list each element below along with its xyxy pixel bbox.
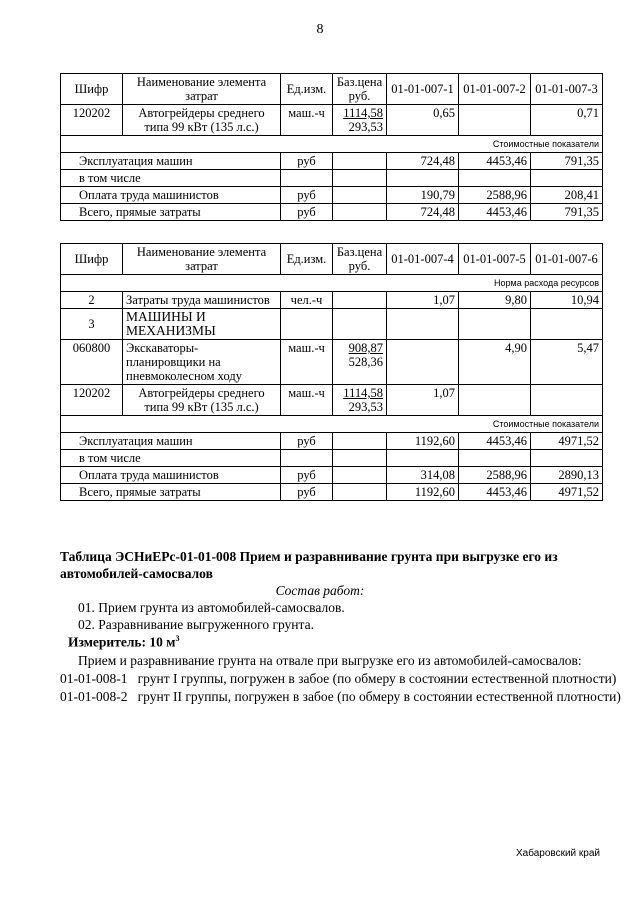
total-unit: руб	[281, 484, 333, 501]
total-label: Всего, прямые затраты	[61, 484, 281, 501]
row-price	[333, 105, 387, 136]
cost-indicators-label: Стоимостные показатели	[61, 136, 603, 153]
grader-v1: 1,07	[387, 385, 459, 416]
price-bottom: 293,53	[348, 400, 383, 414]
labor-unit: чел.-ч	[281, 292, 333, 309]
wages-label: Оплата труда машинистов	[61, 187, 281, 204]
exploit-row	[61, 433, 603, 450]
resource-table-1	[60, 73, 603, 221]
total-v2: 4453,46	[459, 484, 531, 501]
wages-v3: 208,41	[531, 187, 603, 204]
labor-v1: 1,07	[387, 292, 459, 309]
wages-row	[61, 467, 603, 484]
excavator-unit: маш.-ч	[281, 340, 333, 385]
total-v1: 724,48	[387, 204, 459, 221]
table-row	[61, 385, 603, 416]
cost-indicators-label: Стоимостные показатели	[61, 416, 603, 433]
exploit-v3: 4971,52	[531, 433, 603, 450]
cost-indicators-row	[61, 416, 603, 433]
measure-label: Измеритель: 10 $м^3$	[68, 634, 180, 650]
wages-unit: руб	[281, 467, 333, 484]
incl-row	[61, 450, 603, 467]
row-name: Автогрейдеры среднего типа 99 кВт (135 л.с.)	[123, 105, 281, 136]
exploit-v2: 4453,46	[459, 153, 531, 170]
table-row	[61, 340, 603, 385]
header-col-3: 01-01-007-3	[531, 74, 603, 105]
table-header-row	[61, 244, 603, 275]
section-title: Таблица ЭСНиЕРс-01-01-008 Прием и разравнивание грунта при выгрузке его из автомобилей-самосвалов	[60, 549, 558, 581]
row-value-3: 0,71	[531, 105, 603, 136]
row-value-2	[459, 105, 531, 136]
item-text: грунт II группы, погружен в забое (по обмеру в состоянии естественной плотности)	[137, 689, 621, 704]
grader-code: 120202	[61, 385, 123, 416]
header-col-6: 01-01-007-6	[531, 244, 603, 275]
exploit-v2: 4453,46	[459, 433, 531, 450]
wages-v1: 190,79	[387, 187, 459, 204]
total-label: Всего, прямые затраты	[61, 204, 281, 221]
wages-v2: 2588,96	[459, 467, 531, 484]
exploit-v1: 724,48	[387, 153, 459, 170]
wages-v1: 314,08	[387, 467, 459, 484]
norm-label: Норма расхода ресурсов	[61, 275, 603, 292]
excavator-v1	[387, 340, 459, 385]
grader-v3	[531, 385, 603, 416]
total-v3: 4971,52	[531, 484, 603, 501]
header-col-5: 01-01-007-5	[459, 244, 531, 275]
table-header-row	[61, 74, 603, 105]
exploit-label: Эксплуатация машин	[61, 433, 281, 450]
exploit-v3: 791,35	[531, 153, 603, 170]
list-item	[60, 671, 616, 687]
grader-price	[333, 385, 387, 416]
wages-label: Оплата труда машинистов	[61, 467, 281, 484]
header-name: Наименование элемента затрат	[123, 244, 281, 275]
incl-label: в том числе	[61, 170, 281, 187]
price-top: 1114,58	[343, 386, 383, 400]
labor-v3: 10,94	[531, 292, 603, 309]
total-row	[61, 484, 603, 501]
list-item	[60, 689, 621, 705]
item-code: 01-01-008-2	[60, 689, 128, 704]
price-top: 908,87	[348, 341, 383, 355]
header-unit: Ед.изм.	[281, 244, 333, 275]
cost-indicators-row	[61, 136, 603, 153]
exploit-unit: руб	[281, 433, 333, 450]
header-name: Наименование элемента затрат	[123, 74, 281, 105]
excavator-v2: 4,90	[459, 340, 531, 385]
exploit-row	[61, 153, 603, 170]
header-code: Шифр	[61, 244, 123, 275]
exploit-label: Эксплуатация машин	[61, 153, 281, 170]
total-v2: 4453,46	[459, 204, 531, 221]
wages-v2: 2588,96	[459, 187, 531, 204]
norm-row	[61, 275, 603, 292]
price-top: 1114,58	[343, 106, 383, 120]
header-col-1: 01-01-007-1	[387, 74, 459, 105]
labor-name: Затраты труда машинистов	[123, 292, 281, 309]
grader-name: Автогрейдеры среднего типа 99 кВт (135 л.с.)	[123, 385, 281, 416]
labor-v2: 9,80	[459, 292, 531, 309]
total-v3: 791,35	[531, 204, 603, 221]
header-col-2: 01-01-007-2	[459, 74, 531, 105]
total-row	[61, 204, 603, 221]
price-bottom: 528,36	[348, 355, 383, 369]
page-number: 8	[316, 22, 324, 37]
footer-region: Хабаровский край	[515, 848, 600, 859]
wages-v3: 2890,13	[531, 467, 603, 484]
item-text: грунт I группы, погружен в забое (по обмеру в состоянии естественной плотности)	[137, 671, 617, 686]
header-base-price: Баз.цена руб.	[333, 74, 387, 105]
wages-unit: руб	[281, 187, 333, 204]
header-unit: Ед.изм.	[281, 74, 333, 105]
item-code: 01-01-008-1	[60, 671, 128, 686]
total-v1: 1192,60	[387, 484, 459, 501]
composition-label: Состав работ:	[275, 583, 365, 598]
section-code: 3	[61, 309, 123, 340]
incl-row	[61, 170, 603, 187]
header-col-4: 01-01-007-4	[387, 244, 459, 275]
excavator-code: 060800	[61, 340, 123, 385]
excavator-price	[333, 340, 387, 385]
exploit-price	[333, 153, 387, 170]
table-row	[61, 105, 603, 136]
resource-table-2	[60, 243, 603, 501]
labor-code: 2	[61, 292, 123, 309]
exploit-unit: руб	[281, 153, 333, 170]
labor-row	[61, 292, 603, 309]
total-unit: руб	[281, 204, 333, 221]
work-item-1: 01. Прием грунта из автомобилей-самосвалов.	[78, 600, 345, 615]
wages-row	[61, 187, 603, 204]
grader-unit: маш.-ч	[281, 385, 333, 416]
header-code: Шифр	[61, 74, 123, 105]
row-code: 120202	[61, 105, 123, 136]
incl-label: в том числе	[61, 450, 281, 467]
work-item-2: 02. Разравнивание выгруженного грунта.	[78, 617, 314, 632]
section-name: МАШИНЫ И МЕХАНИЗМЫ	[123, 309, 281, 340]
exploit-v1: 1192,60	[387, 433, 459, 450]
price-bottom: 293,53	[348, 120, 383, 134]
header-base-price: Баз.цена руб.	[333, 244, 387, 275]
excavator-name: Экскаваторы-планировщики на пневмоколесном ходу	[123, 340, 281, 385]
grader-v2	[459, 385, 531, 416]
excavator-v3: 5,47	[531, 340, 603, 385]
section-row	[61, 309, 603, 340]
intro-text: Прием и разравнивание грунта на отвале при выгрузке его из автомобилей-самосвалов:	[78, 653, 582, 668]
row-value-1: 0,65	[387, 105, 459, 136]
row-unit: маш.-ч	[281, 105, 333, 136]
